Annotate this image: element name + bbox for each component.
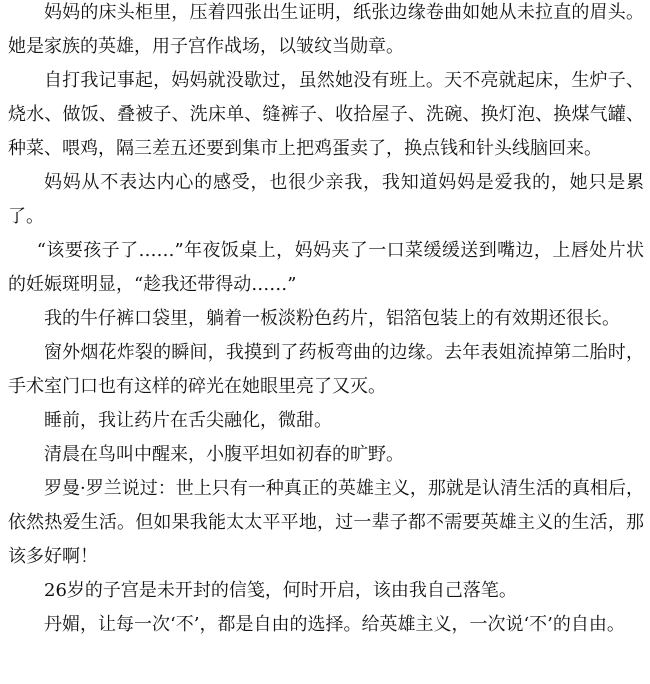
paragraph-8: 清晨在鸟叫中醒来，小腹平坦如初春的旷野。: [44, 444, 404, 465]
paragraph-7: 睡前，我让药片在舌尖融化，微甜。: [44, 410, 332, 431]
paragraph-5: 我的牛仔裤口袋里，躺着一板淡粉色药片，铝箔包装上的有效期还很长。: [44, 308, 620, 329]
paragraph-3: 妈妈从不表达内心的感受，也很少亲我，我知道妈妈是爱我的，她只是累了。: [8, 172, 644, 227]
paragraph-1: 妈妈的床头柜里，压着四张出生证明，纸张边缘卷曲如她从未拉直的眉头。她是家族的英雄，用子宫作战场，以皱纹当勋章。: [8, 2, 644, 57]
paragraph-9: 罗曼·罗兰说过：世上只有一种真正的英雄主义，那就是认清生活的真相后，依然热爱生活。但如果我能太太平平地，过一辈子都不需要英雄主义的生活，那该多好啊！: [8, 478, 644, 567]
paragraph-6: 窗外烟花炸裂的瞬间，我摸到了药板弯曲的边缘。去年表姐流掉第二胎时，手术室门口也有这样的碎光在她眼里亮了又灭。: [8, 342, 644, 397]
paragraph-10: 26岁的子宫是未开封的信笺，何时开启，该由我自己落笔。: [44, 580, 517, 601]
paragraph-4: “该要孩子了……”年夜饭桌上，妈妈夹了一口菜缓缓送到嘴边，上唇处片状的妊娠斑明显，“趁我还带得动……”: [8, 240, 644, 295]
paragraph-11: 丹媚，让每一次‘不’，都是自由的选择。给英雄主义，一次说‘不’的自由。: [44, 614, 625, 635]
paragraph-2: 自打我记事起，妈妈就没歇过，虽然她没有班上。天不亮就起床，生炉子、烧水、做饭、叠被子、洗床单、缝裤子、收拾屋子、洗碗、换灯泡、换煤气罐、种菜、喂鸡，隔三差五还要到集市上把鸡蛋卖了，换点钱和针头线脑回来。: [8, 70, 644, 159]
